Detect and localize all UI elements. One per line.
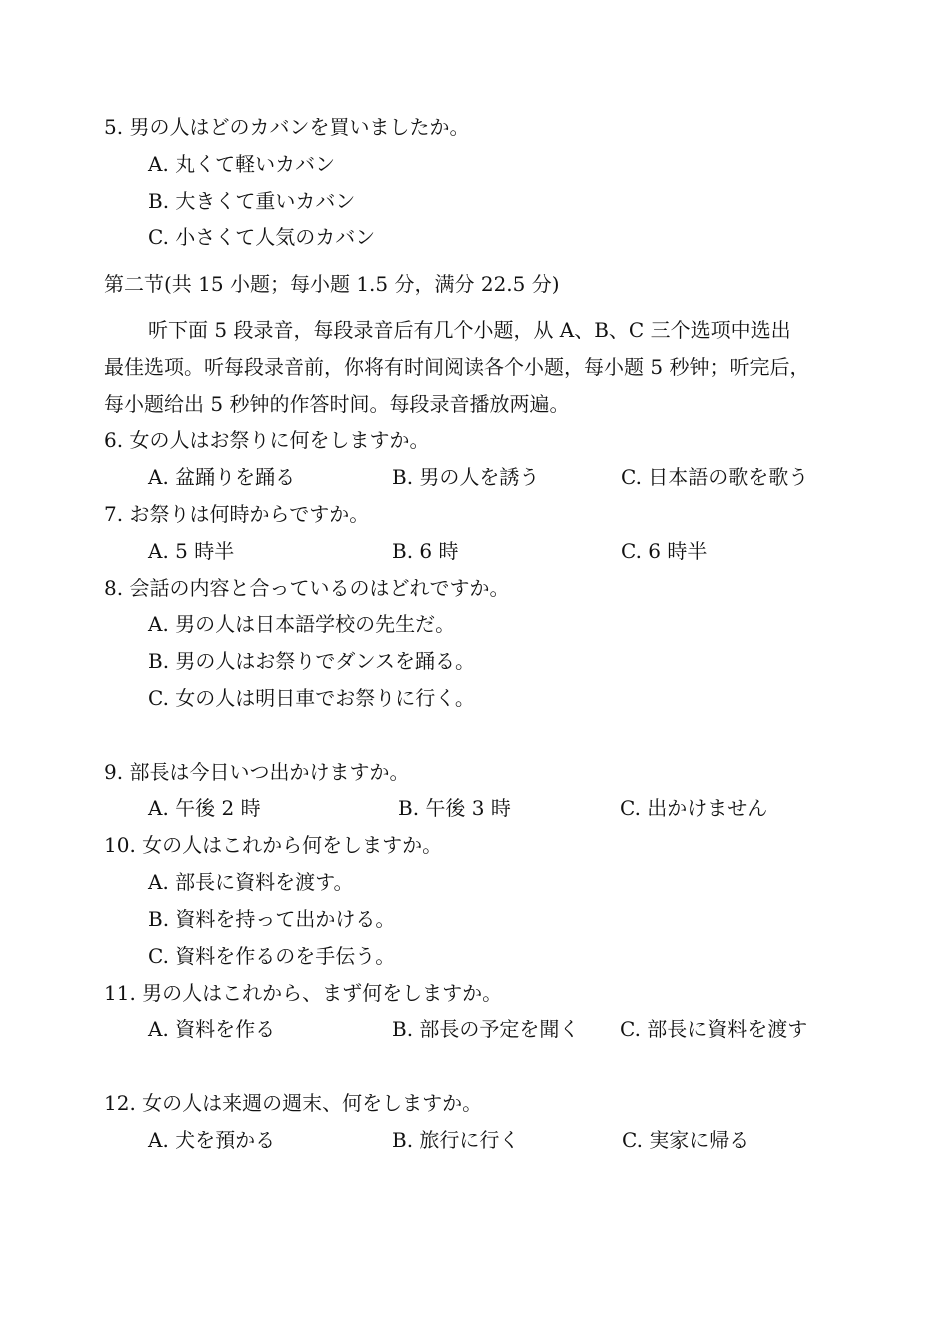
q12-option-b: B. 旅行に行く xyxy=(392,1128,520,1152)
q6-option-a: A. 盆踊りを踊る xyxy=(148,465,296,489)
q10-option-c: C. 資料を作るのを手伝う。 xyxy=(148,944,396,968)
q10-option-a: A. 部長に資料を渡す。 xyxy=(148,870,354,894)
q6-option-b: B. 男の人を誘う xyxy=(392,465,540,489)
question-7: 7. お祭りは何時からですか。 xyxy=(104,502,370,526)
instructions-line-3: 每小题给出 5 秒钟的作答时间。每段录音播放两遍。 xyxy=(104,392,570,416)
question-6: 6. 女の人はお祭りに何をしますか。 xyxy=(104,428,430,452)
q8-option-b: B. 男の人はお祭りでダンスを踊る。 xyxy=(148,649,476,673)
question-11: 11. 男の人はこれから、まず何をしますか。 xyxy=(104,981,503,1005)
q12-option-a: A. 犬を預かる xyxy=(148,1128,276,1152)
q8-option-a: A. 男の人は日本語学校の先生だ。 xyxy=(148,612,456,636)
q10-option-b: B. 資料を持って出かける。 xyxy=(148,907,396,931)
question-10: 10. 女の人はこれから何をしますか。 xyxy=(104,833,443,857)
q7-option-b: B. 6 時 xyxy=(392,539,459,563)
question-12: 12. 女の人は来週の週末、何をしますか。 xyxy=(104,1091,483,1115)
q5-option-c: C. 小さくて人気のカバン xyxy=(148,225,376,249)
q9-option-a: A. 午後 2 時 xyxy=(148,796,261,820)
q5-option-a: A. 丸くて軽いカバン xyxy=(148,152,336,176)
q11-option-c: C. 部長に資料を渡す xyxy=(620,1017,808,1041)
q5-option-b: B. 大きくて重いカバン xyxy=(148,189,356,213)
question-5: 5. 男の人はどのカバンを買いましたか。 xyxy=(104,115,470,139)
question-9: 9. 部長は今日いつ出かけますか。 xyxy=(104,760,410,784)
q11-option-a: A. 資料を作る xyxy=(148,1017,276,1041)
q12-option-c: C. 実家に帰る xyxy=(622,1128,750,1152)
section-heading: 第二节(共 15 小题；每小题 1.5 分，满分 22.5 分) xyxy=(104,272,560,296)
instructions-line-2: 最佳选项。听每段录音前，你将有时间阅读各个小题，每小题 5 秒钟；听完后， xyxy=(104,355,810,379)
question-8: 8. 会話の内容と合っているのはどれですか。 xyxy=(104,576,510,600)
q9-option-b: B. 午後 3 時 xyxy=(398,796,511,820)
instructions-line-1: 听下面 5 段录音，每段录音后有几个小题，从 A、B、C 三个选项中选出 xyxy=(148,318,791,342)
q6-option-c: C. 日本語の歌を歌う xyxy=(621,465,809,489)
q9-option-c: C. 出かけません xyxy=(620,796,768,820)
q8-option-c: C. 女の人は明日車でお祭りに行く。 xyxy=(148,686,475,710)
q7-option-a: A. 5 時半 xyxy=(148,539,235,563)
q7-option-c: C. 6 時半 xyxy=(621,539,708,563)
q11-option-b: B. 部長の予定を聞く xyxy=(392,1017,580,1041)
